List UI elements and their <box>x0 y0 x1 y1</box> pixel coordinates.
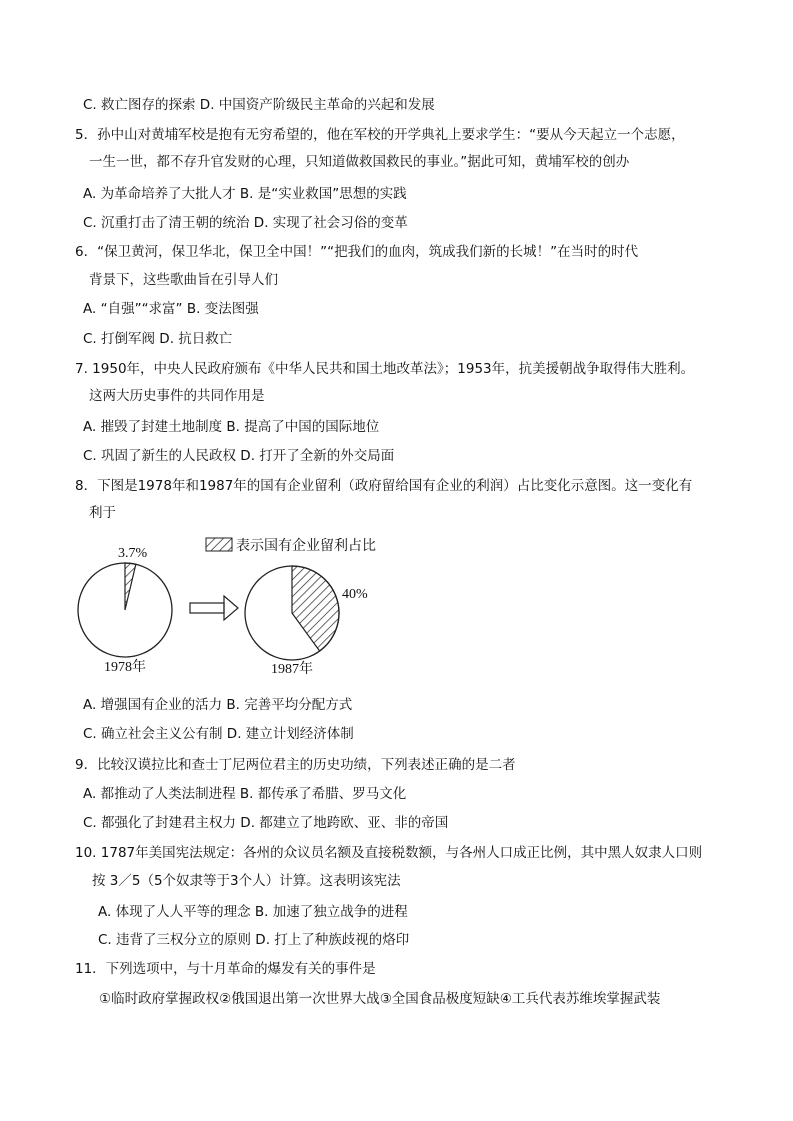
pie-chart-svg <box>70 530 400 680</box>
question-5-stem-cont: 一生一世，都不存升官发财的心理，只知道做救国救民的事业。”据此可知，黄埔军校的创办 <box>89 154 630 170</box>
question-10-options-ab: A. 体现了人人平等的理念 B. 加速了独立战争的进程 <box>98 904 408 920</box>
slice-label: 3.7% <box>118 546 148 561</box>
slice-label: 40% <box>342 587 368 602</box>
question-8-stem: 8．下图是1978年和1987年的国有企业留利（政府留给国有企业的利润）占比变化示意图。这一变化有 <box>75 478 693 494</box>
question-9-stem: 9．比较汉谟拉比和查士丁尼两位君主的历史功绩，下列表述正确的是二者 <box>75 757 516 773</box>
question-7-options-cd: C. 巩固了新生的人民政权 D. 打开了全新的外交局面 <box>83 448 395 464</box>
pie-year-label: 1987年 <box>271 662 313 677</box>
question-11-items: ①临时政府掌握政权②俄国退出第一次世界大战③全国食品极度短缺④工兵代表苏维埃掌握武装 <box>99 991 661 1007</box>
question-10-stem-cont: 按 3／5（5个奴隶等于3个人）计算。这表明该宪法 <box>92 873 401 889</box>
question-8-stem-cont: 利于 <box>89 505 116 521</box>
legend-swatch <box>206 538 232 551</box>
question-5-options-ab: A. 为革命培养了大批人才 B. 是“实业救国”思想的实践 <box>83 186 407 202</box>
question-7-stem-cont: 这两大历史事件的共同作用是 <box>89 388 265 404</box>
pie-1978 <box>78 546 172 675</box>
question-5-stem: 5．孙中山对黄埔军校是抱有无穷希望的，他在军校的开学典礼上要求学生：“要从今天起立一个志愿， <box>75 127 685 143</box>
pie-chart-figure <box>70 530 400 680</box>
question-6-stem: 6．“保卫黄河，保卫华北，保卫全中国！”“把我们的血肉，筑成我们新的长城！”在当时的时代 <box>75 244 639 260</box>
question-7-options-ab: A. 摧毁了封建土地制度 B. 提高了中国的国际地位 <box>83 419 380 435</box>
question-6-options-cd: C. 打倒军阀 D. 抗日救亡 <box>83 331 233 347</box>
pie-year-label: 1978年 <box>104 660 146 675</box>
question-9-options-ab: A. 都推动了人类法制进程 B. 都传承了希腊、罗马文化 <box>83 786 407 802</box>
question-11-stem: 11．下列选项中，与十月革命的爆发有关的事件是 <box>75 961 376 977</box>
option-line: C. 救亡图存的探索 D. 中国资产阶级民主革命的兴起和发展 <box>83 97 435 113</box>
legend-label: 表示国有企业留利占比 <box>236 539 376 554</box>
question-8-options-cd: C. 确立社会主义公有制 D. 建立计划经济体制 <box>83 726 354 742</box>
chart-legend <box>206 537 376 554</box>
pie-1987 <box>245 566 368 677</box>
question-6-stem-cont: 背景下，这些歌曲旨在引导人们 <box>89 272 278 288</box>
question-8-options-ab: A. 增强国有企业的活力 B. 完善平均分配方式 <box>83 697 353 713</box>
question-7-stem: 7. 1950年，中央人民政府颁布《中华人民共和国土地改革法》；1953年，抗美援朝战争取得伟大胜利。 <box>75 361 695 377</box>
question-10-options-cd: C. 违背了三权分立的原则 D. 打上了种族歧视的烙印 <box>98 932 410 948</box>
question-5-options-cd: C. 沉重打击了清王朝的统治 D. 实现了社会习俗的变革 <box>83 215 408 231</box>
question-10-stem: 10. 1787年美国宪法规定：各州的众议员名额及直接税数额，与各州人口成正比例，其中黑人奴隶人口则 <box>75 845 703 861</box>
arrow-icon <box>190 596 238 620</box>
question-6-options-ab: A. “自强”“求富” B. 变法图强 <box>83 301 259 317</box>
question-9-options-cd: C. 都强化了封建君主权力 D. 都建立了地跨欧、亚、非的帝国 <box>83 815 449 831</box>
